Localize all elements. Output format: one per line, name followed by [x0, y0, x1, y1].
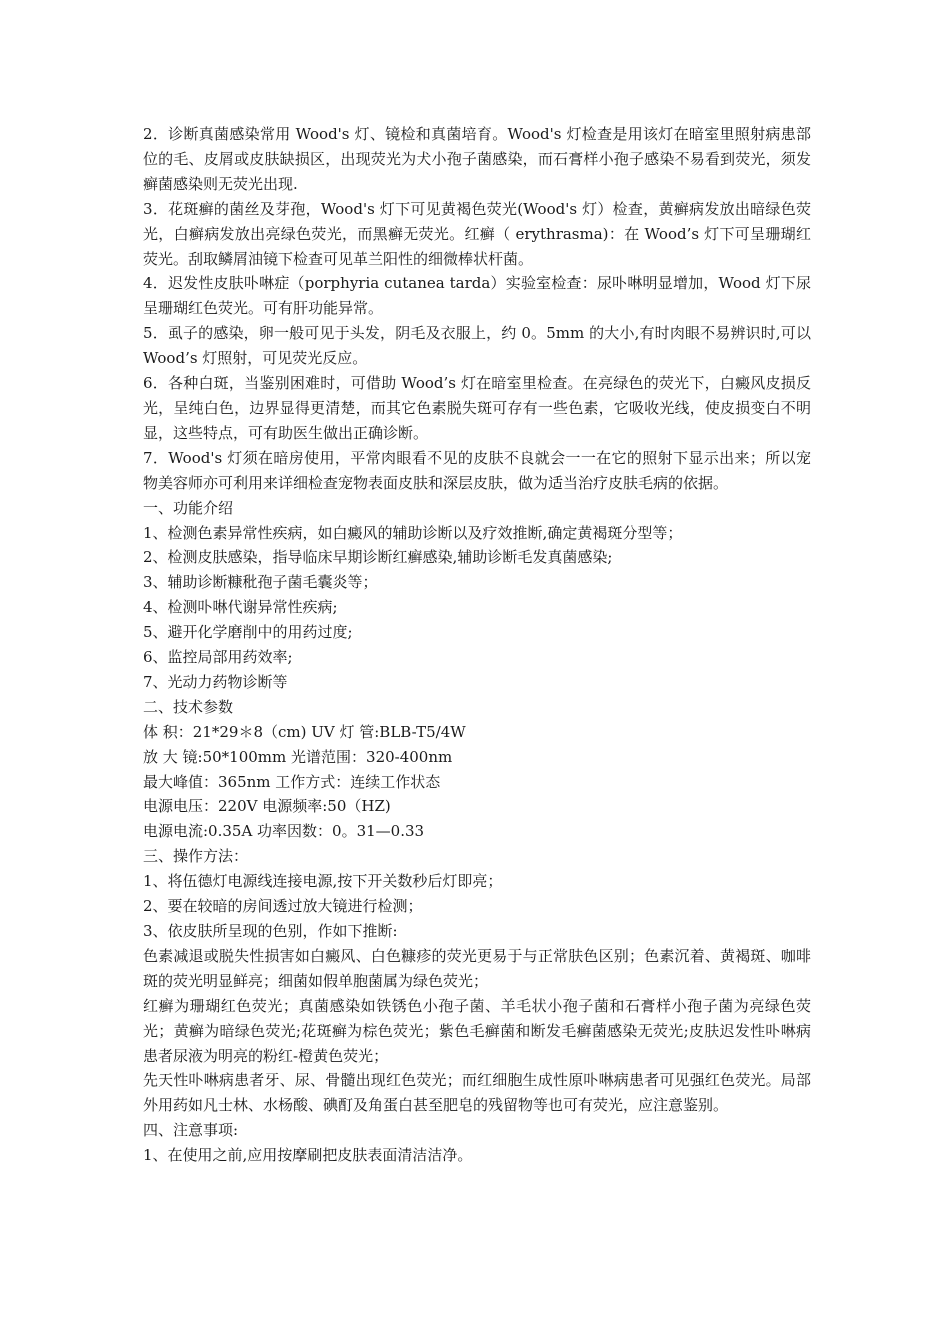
paragraph-5-lice: 5．虱子的感染，卵一般可见于头发，阴毛及衣服上，约 0。5mm 的大小,有时肉眼不易辨识时,可以 Wood’s 灯照射，可见荧光反应。	[143, 324, 811, 368]
paragraph-7-pet-grooming: 7．Wood's 灯须在暗房使用，平常肉眼看不见的皮肤不良就会一一在它的照射下显示出来；所以宠物美容师亦可利用来详细检查宠物表面皮肤和深层皮肤，做为适当治疗皮肤毛病的依据。	[143, 448, 811, 492]
section-heading-operation: 三、操作方法：	[143, 847, 249, 866]
list-item: 5、避开化学磨削中的用药过度;	[143, 623, 353, 642]
paragraph-depigmentation: 色素减退或脱失性损害如白癜风、白色糠疹的荧光更易于与正常肤色区别；色素沉着、黄褐斑、咖啡斑的荧光明显鲜亮；细菌如假单胞菌属为绿色荧光；	[143, 946, 811, 990]
spec-line: 体 积：21*29＊8（cm) UV 灯 管:BLB-T5/4W	[143, 722, 466, 741]
spec-line: 电源电流:0.35A 功率因数：0。31—0.33	[143, 822, 425, 841]
list-item: 7、光动力药物诊断等	[143, 672, 288, 691]
list-item: 3、依皮肤所呈现的色别，作如下推断:	[143, 922, 398, 940]
paragraph-2-wood-lamp-diagnosis: 2．诊断真菌感染常用 Wood's 灯、镜检和真菌培育。Wood's 灯检查是用该灯在暗室里照射病患部位的毛、皮屑或皮肤缺损区，出现荧光为犬小孢子菌感染，而石膏样小孢子感染不易看到荧光，须发癣菌感染则无荧光出现.	[143, 125, 811, 193]
list-item: 1、将伍德灯电源线连接电源,按下开关数秒后灯即亮；	[143, 872, 503, 891]
list-item: 1、检测色素异常性疾病，如白癜风的辅助诊断以及疗效推断,确定黄褐斑分型等；	[143, 523, 683, 542]
list-item: 3、辅助诊断糠秕孢子菌毛囊炎等；	[143, 573, 378, 592]
paragraph-erythrasma-fungal: 红癣为珊瑚红色荧光；真菌感染如铁锈色小孢子菌、羊毛状小孢子菌和石膏样小孢子菌为亮绿色荧光；黄癣为暗绿色荧光;花斑癣为棕色荧光；紫色毛癣菌和断发毛癣菌感染无荧光;皮肤迟发性卟啉病患者尿液为明亮的粉红-橙黄色荧光；	[143, 996, 811, 1065]
list-item: 1、在使用之前,应用按摩刷把皮肤表面清洁洁净。	[143, 1146, 473, 1165]
spec-line: 最大峰值：365nm 工作方式：连续工作状态	[143, 772, 441, 791]
paragraph-6-white-spots: 6．各种白斑，当鉴别困难时，可借助 Wood’s 灯在暗室里检查。在亮绿色的荧光下，白癜风皮损反光，呈纯白色，边界显得更清楚，而其它色素脱失斑可存有一些色素，它吸收光线，使皮损变白不明显，这些特点，可有助医生做出正确诊断。	[143, 374, 811, 442]
paragraph-congenital-porphyria: 先天性卟啉病患者牙、尿、骨髓出现红色荧光；而红细胞生成性原卟啉病患者可见强红色荧光。局部外用药如凡士林、水杨酸、碘酊及角蛋白甚至肥皂的残留物等也可有荧光，应注意鉴别。	[143, 1071, 811, 1115]
spec-line: 放 大 镜:50*100mm 光谱范围：320-400nm	[143, 747, 453, 766]
section-heading-functions: 一、功能介绍	[143, 498, 234, 517]
list-item: 6、监控局部用药效率;	[143, 648, 293, 667]
spec-line: 电源电压：220V 电源频率:50（HZ)	[143, 797, 391, 816]
document-body	[143, 122, 811, 1168]
list-item: 4、检测卟啉代谢异常性疾病;	[143, 598, 338, 617]
paragraph-4-porphyria: 4．迟发性皮肤卟啉症（porphyria cutanea tarda）实验室检查：尿卟啉明显增加，Wood 灯下尿呈珊瑚红色荧光。可有肝功能异常。	[143, 274, 811, 318]
section-heading-precautions: 四、注意事项:	[143, 1121, 239, 1140]
list-item: 2、要在较暗的房间透过放大镜进行检测；	[143, 897, 423, 916]
section-heading-specs: 二、技术参数	[143, 697, 234, 716]
list-item: 2、检测皮肤感染，指导临床早期诊断红癣感染,辅助诊断毛发真菌感染;	[143, 548, 613, 567]
paragraph-3-tinea-versicolor: 3．花斑癣的菌丝及芽孢，Wood's 灯下可见黄褐色荧光(Wood's 灯）检查，黄癣病发放出暗绿色荧光，白癣病发放出亮绿色荧光，而黑癣无荧光。红癣（ erythrasma)：在 Wood’s 灯下可呈珊瑚红荧光。刮取鳞屑油镜下检查可见革兰阳性的细微棒状杆菌。	[143, 199, 811, 268]
